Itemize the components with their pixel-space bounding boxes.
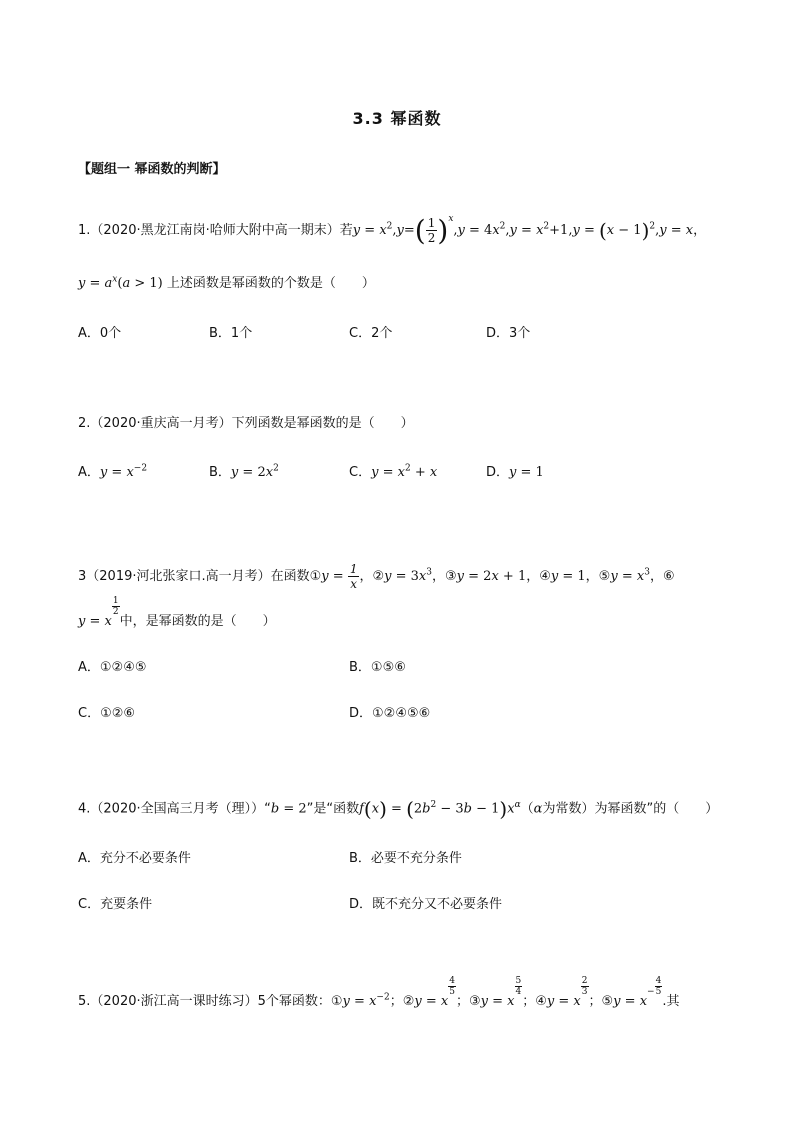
question-1-source: 1.（2020·黑龙江南岗·哈师大附中高一期末）若	[78, 223, 353, 238]
question-4-option-b[interactable]: B．必要不充分条件	[349, 851, 462, 866]
question-3-option-c[interactable]: C．①②⑥	[78, 706, 136, 721]
question-1-option-a[interactable]: A．0个	[78, 326, 122, 341]
question-1-stem: 1.（2020·黑龙江南岗·哈师大附中高一期末）若$y = x^2,y=$( $\frac{1}{2}$ )$^x,y = 4x^2,y = x^2+1,y = (x - 1)^2,y = x$，	[78, 213, 707, 247]
question-4-stem: 4.（2020·全国高三月考（理））“b = 2”是“函数$f(x) = (2b^2 - 3b - 1)x^\alpha(\alpha$为常数）为幂函数”的（ ）	[78, 797, 719, 821]
page-title: 3.3 幂函数	[352, 109, 442, 128]
question-1-option-b[interactable]: B．1个	[209, 326, 253, 341]
question-3-stem: 3（2019·河北张家口.高一月考）在函数①y = $\frac{1}{x}$ ，②y = $3x^3$，③y = 2x + 1，④y = 1，⑤y = $x^3$，⑥	[78, 562, 675, 591]
question-4-option-c[interactable]: C．充要条件	[78, 897, 153, 912]
question-1-stem-line2: $y = a^x(a > 1)$ 上述函数是幂函数的个数是（ ）	[78, 274, 375, 291]
question-2-stem: 2.（2020·重庆高一月考）下列函数是幂函数的是（ ）	[78, 416, 414, 431]
question-2-option-b[interactable]: B．$y = 2x^2$	[209, 463, 279, 480]
question-5-stem: 5.（2020·浙江高一课时练习）5个幂函数：①y = $x^{-2}$；②y = x $\frac{4}{5}$ ；③y = x $\frac{5}{4}$ ；④y = x $\frac{2}{3}$ ；⑤y = x− $\frac{4}{5}$ .其	[78, 976, 680, 1009]
question-2-option-d[interactable]: D．y = 1	[486, 465, 544, 480]
question-3-stem-line2: y = x $\frac{1}{2}$ 中，是幂函数的是（ ）	[78, 596, 276, 629]
section-heading: 【题组一 幂函数的判断】	[78, 162, 226, 177]
question-1-option-d[interactable]: D．3个	[486, 326, 531, 341]
question-2-option-a[interactable]: A．$y = x^{-2}$	[78, 463, 148, 480]
formula: y	[352, 223, 361, 238]
question-3-option-b[interactable]: B．①⑤⑥	[349, 660, 406, 675]
question-1-option-c[interactable]: C．2个	[349, 326, 393, 341]
question-2-option-c[interactable]: C．$y = x^2 + x$	[349, 463, 438, 480]
question-4-option-d[interactable]: D．既不充分又不必要条件	[349, 897, 503, 912]
question-4-option-a[interactable]: A．充分不必要条件	[78, 851, 191, 866]
question-3-option-d[interactable]: D．①②④⑤⑥	[349, 706, 431, 721]
question-3-option-a[interactable]: A．①②④⑤	[78, 660, 147, 675]
